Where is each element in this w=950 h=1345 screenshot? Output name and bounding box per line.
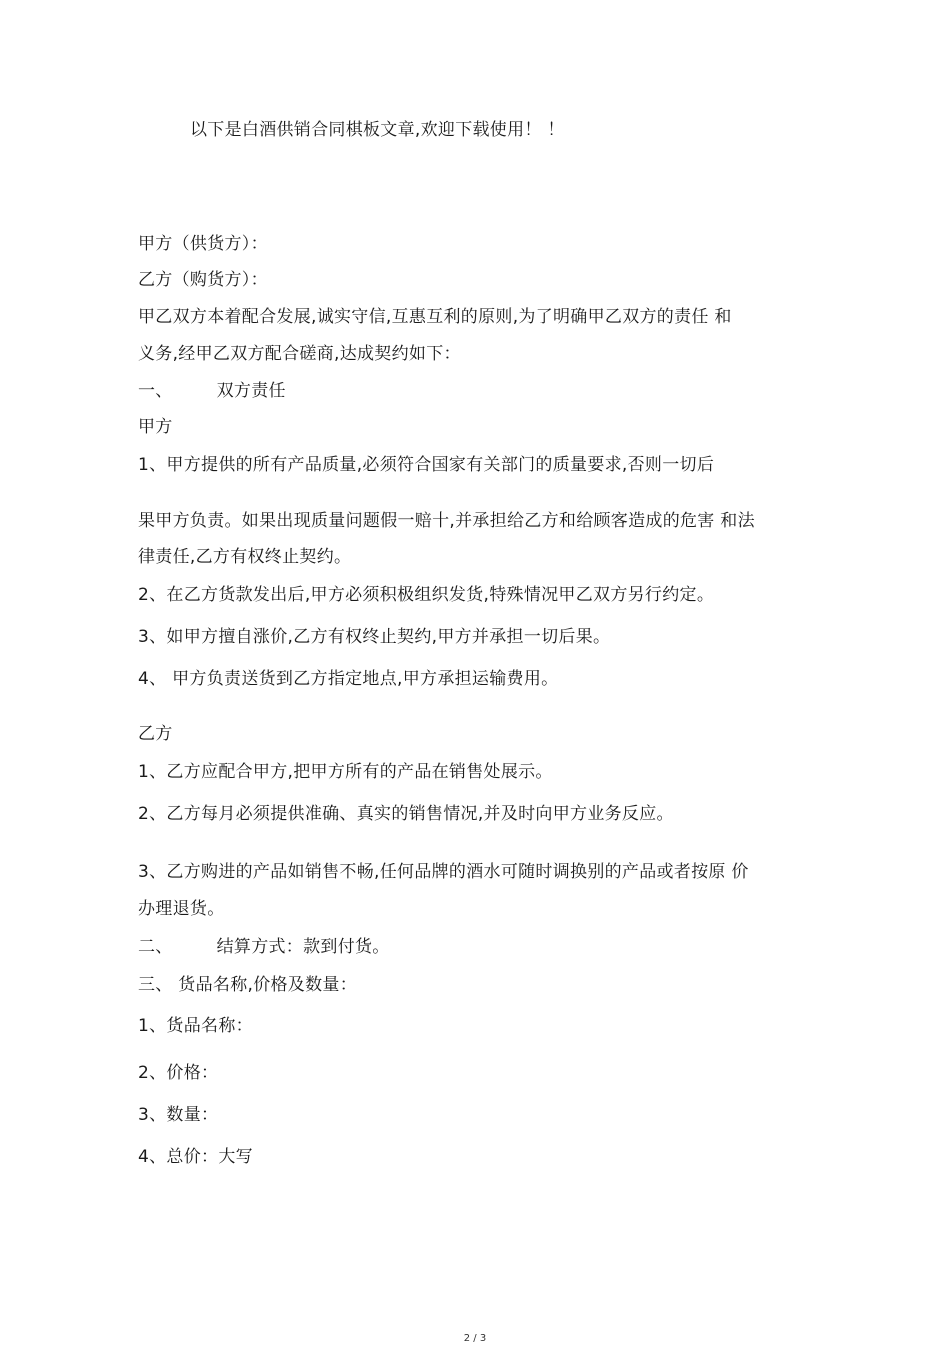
party-b-label: 乙方（购货方）： bbox=[138, 270, 268, 290]
clause-a1-cont: 果甲方负责。如果出现质量问题假一赔十,并承担给乙方和给顾客造成的危害 和法 bbox=[138, 511, 755, 531]
intro-text: 以下是白酒供销合同棋板文章,欢迎下载使用！ ！ bbox=[190, 120, 565, 140]
party-a-label: 甲方（供货方）： bbox=[138, 234, 268, 254]
goods-item: 2、价格： bbox=[138, 1063, 219, 1083]
party-b-heading: 乙方 bbox=[138, 724, 173, 744]
clause-b3-cont: 办理退货。 bbox=[138, 899, 225, 919]
section2-title: 结算方式：款到付货。 bbox=[216, 937, 390, 957]
clause-b2: 2、乙方每月必须提供准确、真实的销售情况,并及时向甲方业务反应。 bbox=[138, 804, 674, 824]
section2-heading bbox=[138, 936, 390, 958]
preamble-line: 甲乙双方本着配合发展,诚实守信,互惠互利的原则,为了明确甲乙双方的责任 和 bbox=[138, 307, 732, 327]
clause-b3: 3、乙方购进的产品如销售不畅,任何品牌的酒水可随时调换别的产品或者按原 价 bbox=[138, 862, 749, 882]
clause-a2: 2、在乙方货款发出后,甲方必须积极组织发货,特殊情况甲乙双方另行约定。 bbox=[138, 585, 715, 605]
goods-item: 4、总价：大写 bbox=[138, 1147, 253, 1167]
clause-a1: 1、甲方提供的所有产品质量,必须符合国家有关部门的质量要求,否则一切后 bbox=[138, 455, 715, 475]
section3-heading: 三、 货品名称,价格及数量： bbox=[138, 975, 358, 995]
section2-number: 二、 bbox=[138, 937, 173, 957]
page-number: 2 / 3 bbox=[463, 1333, 487, 1344]
clause-a4: 4、 甲方负责送货到乙方指定地点,甲方承担运输费用。 bbox=[138, 669, 559, 689]
goods-item: 3、数量： bbox=[138, 1105, 219, 1125]
clause-a1-cont: 律责任,乙方有权终止契约。 bbox=[138, 547, 352, 567]
clause-a3: 3、如甲方擅自涨价,乙方有权终止契约,甲方并承担一切后果。 bbox=[138, 627, 611, 647]
party-a-heading: 甲方 bbox=[138, 417, 173, 437]
section1-title: 双方责任 bbox=[216, 381, 286, 401]
preamble-line: 义务,经甲乙双方配合磋商,达成契约如下： bbox=[138, 344, 461, 364]
section1-number: 一、 bbox=[138, 381, 173, 401]
goods-item: 1、货品名称： bbox=[138, 1016, 253, 1036]
clause-b1: 1、乙方应配合甲方,把甲方所有的产品在销售处展示。 bbox=[138, 762, 553, 782]
section1-heading bbox=[138, 380, 286, 402]
